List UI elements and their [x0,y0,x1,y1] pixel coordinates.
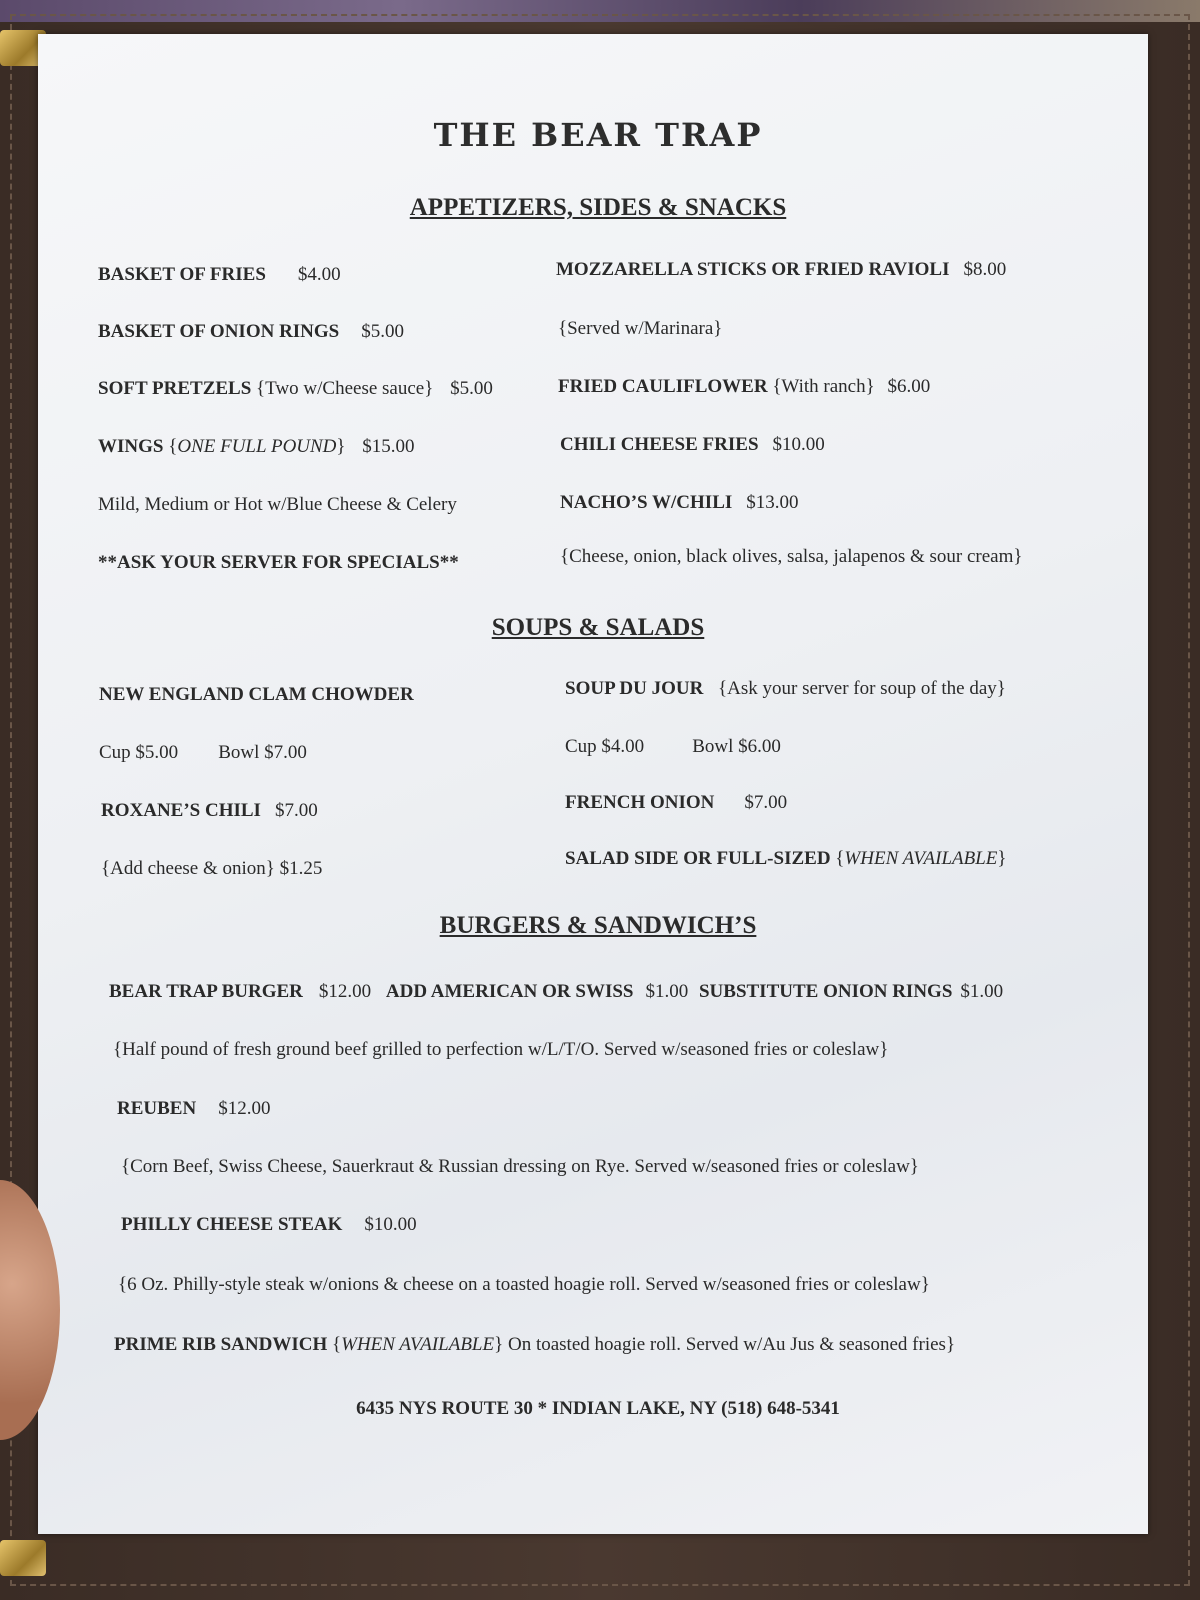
item-french-onion: FRENCH ONION $7.00 [565,792,788,813]
item-onion-rings: BASKET OF ONION RINGS $5.00 [98,321,404,342]
item-reuben: REUBEN $12.00 [117,1098,271,1119]
item-chili-cheese-fries: CHILI CHEESE FRIES $10.00 [560,434,825,455]
chili-note: {Add cheese & onion} $1.25 [101,858,323,879]
item-wings: WINGS {ONE FULL POUND} $15.00 [98,436,415,457]
burger-desc: {Half pound of fresh ground beef grilled to perfection w/L/T/O. Served w/seasoned fries or coleslaw} [113,1039,889,1060]
appetizers-heading: APPETIZERS, SIDES & SNACKS [409,194,787,221]
footer-address: 6435 NYS ROUTE 30 * INDIAN LAKE, NY (518) 648-5341 [356,1398,840,1419]
item-philly-cheese-steak: PHILLY CHEESE STEAK $10.00 [121,1214,417,1235]
item-basket-of-fries: BASKET OF FRIES $4.00 [98,264,341,285]
philly-desc: {6 Oz. Philly-style steak w/onions & cheese on a toasted hoagie roll. Served w/seasoned fries or coleslaw} [118,1274,930,1295]
item-prime-rib-sandwich: PRIME RIB SANDWICH {WHEN AVAILABLE} On toasted hoagie roll. Served w/Au Jus & seasoned fries} [114,1334,956,1355]
item-mozzarella-sticks: MOZZARELLA STICKS OR FRIED RAVIOLI $8.00 [556,259,1007,280]
item-nachos: NACHO’S W/CHILI $13.00 [560,492,799,513]
mozzarella-note: {Served w/Marinara} [558,318,723,339]
item-roxanes-chili: ROXANE’S CHILI $7.00 [101,800,318,821]
item-salad: SALAD SIDE OR FULL-SIZED {WHEN AVAILABLE} [565,848,1007,869]
soups-heading: SOUPS & SALADS [491,614,705,641]
burgers-heading: BURGERS & SANDWICH’S [439,912,757,939]
corner-protector-bottom [0,1540,46,1576]
menu-page [38,34,1148,1534]
reuben-desc: {Corn Beef, Swiss Cheese, Sauerkraut & Russian dressing on Rye. Served w/seasoned fries or coleslaw} [121,1156,919,1177]
item-fried-cauliflower: FRIED CAULIFLOWER {With ranch} $6.00 [558,376,931,397]
restaurant-title: THE BEAR TRAP [433,116,763,154]
item-clam-chowder: NEW ENGLAND CLAM CHOWDER [99,684,414,705]
specials-note: **ASK YOUR SERVER FOR SPECIALS** [98,552,459,573]
item-soup-du-jour: SOUP DU JOUR {Ask your server for soup of the day} [565,678,1006,699]
wings-note: Mild, Medium or Hot w/Blue Cheese & Celery [98,494,457,515]
nachos-note: {Cheese, onion, black olives, salsa, jalapenos & sour cream} [560,546,1023,567]
soup-du-jour-prices: Cup $4.00 Bowl $6.00 [565,736,781,757]
chowder-prices: Cup $5.00 Bowl $7.00 [99,742,307,763]
item-bear-trap-burger: BEAR TRAP BURGER $12.00 ADD AMERICAN OR SWISS $1.00 SUBSTITUTE ONION RINGS $1.00 [109,981,1004,1002]
item-soft-pretzels: SOFT PRETZELS {Two w/Cheese sauce} $5.00 [98,378,493,399]
